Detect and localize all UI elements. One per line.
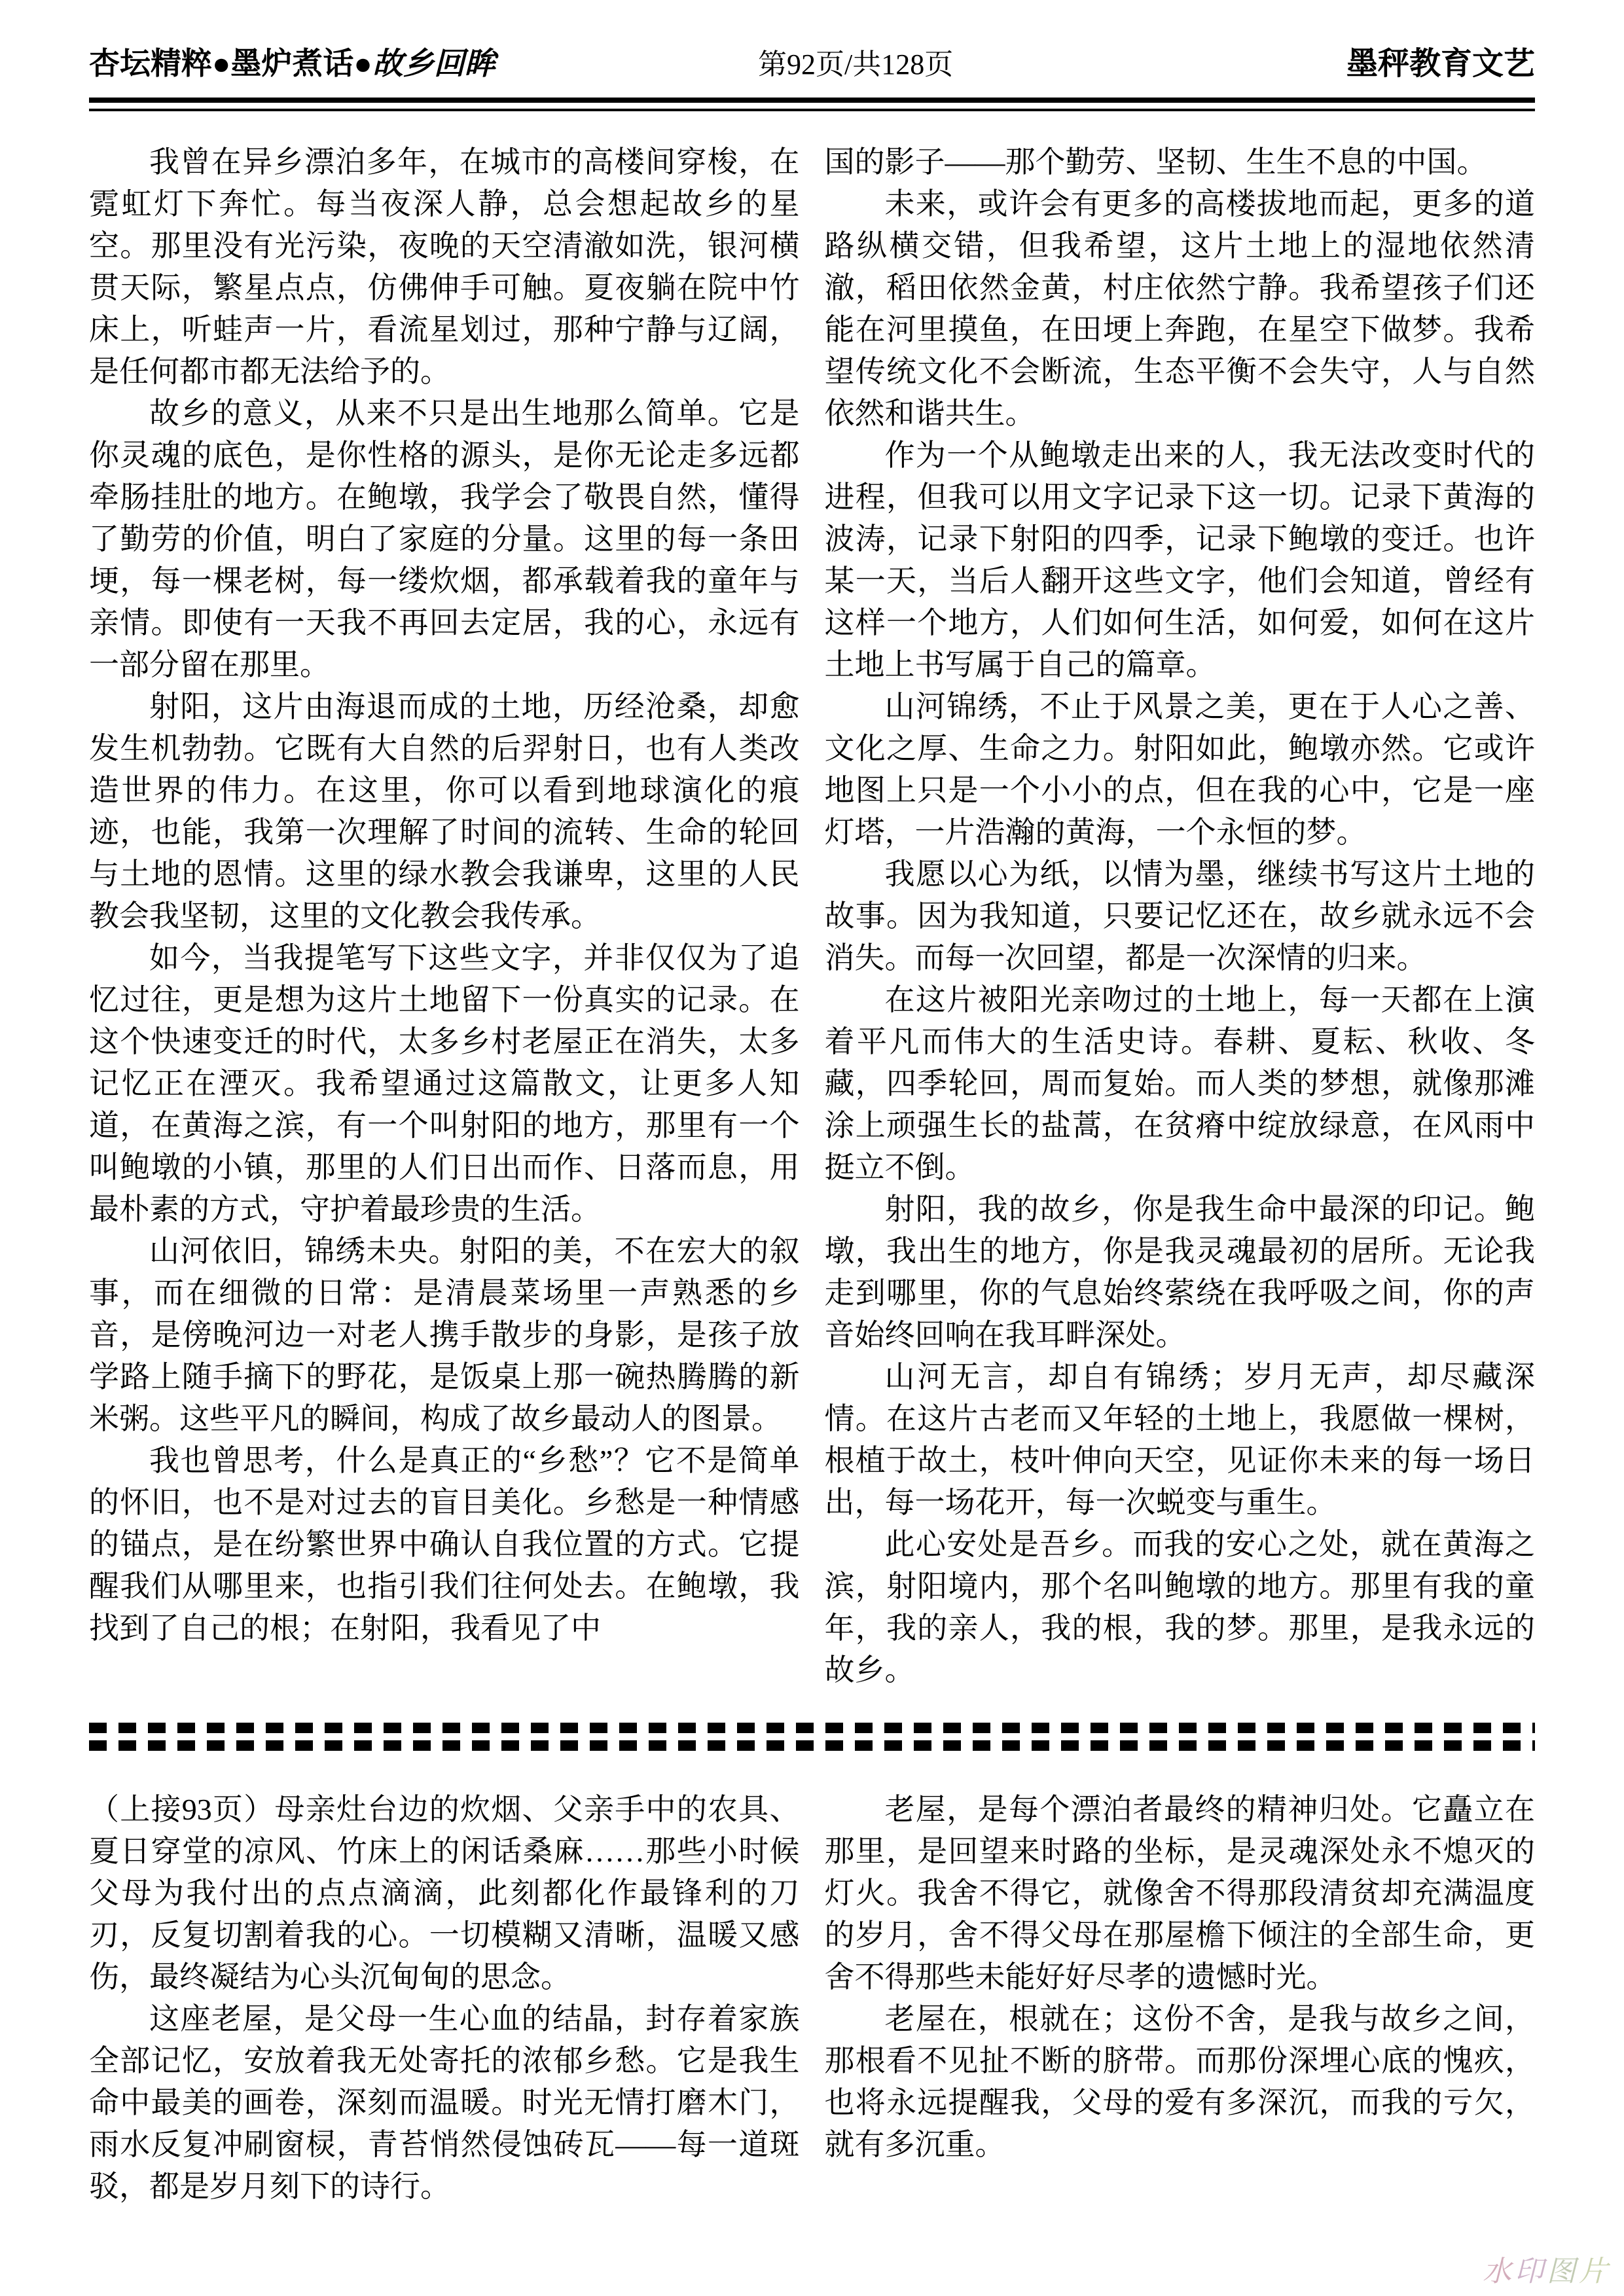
header-column-title [89, 39, 758, 83]
article-right-column [825, 141, 1536, 1691]
paragraph: 老屋，是每个漂泊者最终的精神归处。它矗立在那里，是回望来时路的坐标，是灵魂深处永不熄灭的灯火。我舍不得它，就像舍不得那段清贫却充满温度的岁月，舍不得父母在那屋檐下倾注的全部生命，更舍不得那些未能好好尽孝的遗憾时光。 [824, 1793, 1535, 1994]
paragraph: 我也曾思考，什么是真正的“乡愁”？它不是简单的怀旧，也不是对过去的盲目美化。乡愁是一种情感的锚点，是在纷繁世界中确认自我位置的方式。它提醒我们从哪里来，也指引我们往何处去。在鲍墩，我找到了自己的根；在射阳，我看见了中 [89, 1444, 800, 1645]
watermark-char: 印 [1515, 2255, 1547, 2288]
paragraph: 这座老屋，是父母一生心血的结晶，封存着家族全部记忆，安放着我无处寄托的浓郁乡愁。它是我生命中最美的画卷，深刻而温暖。时光无情打磨木门，雨水反复冲刷窗棂，青苔悄然侵蚀砖瓦——每一道斑驳，都是岁月刻下的诗行。 [89, 2002, 800, 2203]
watermark-char: 图 [1547, 2255, 1579, 2288]
page-number: 第92页/共128页 [758, 48, 954, 81]
page-content [89, 38, 1535, 2208]
paragraph: 老屋在，根就在；这份不舍，是我与故乡之间，那根看不见扯不断的脐带。而那份深埋心底的愧疚，也将永远提醒我，父母的爱有多深沉，而我的亏欠，就有多沉重。 [824, 2002, 1535, 2161]
article-body [89, 141, 1535, 1691]
paragraph: 未来，或许会有更多的高楼拔地而起，更多的道路纵横交错，但我希望，这片土地上的湿地依然清澈，稻田依然金黄，村庄依然宁静。我希望孩子们还能在河里摸鱼，在田埂上奔跑，在星空下做梦。我希望传统文化不会断流，生态平衡不会失守，人与自然依然和谐共生。 [824, 187, 1535, 430]
paragraph: 我曾在异乡漂泊多年，在城市的高楼间穿梭，在霓虹灯下奔忙。每当夜深人静，总会想起故乡的星空。那里没有光污染，夜晚的天空清澈如洗，银河横贯天际，繁星点点，仿佛伸手可触。夏夜躺在院中竹床上，听蛙声一片，看流星划过，那种宁静与辽阔，是任何都市都无法给予的。 [89, 145, 800, 388]
header-rule-thin [89, 109, 1535, 111]
paragraph: 射阳，我的故乡，你是我生命中最深的印记。鲍墩，我出生的地方，你是我灵魂最初的居所。无论我走到哪里，你的气息始终萦绕在我呼吸之间，你的声音始终回响在我耳畔深处。 [824, 1193, 1535, 1352]
paragraph: 在这片被阳光亲吻过的土地上，每一天都在上演着平凡而伟大的生活史诗。春耕、夏耘、秋收、冬藏，四季轮回，周而复始。而人类的梦想，就像那滩涂上顽强生长的盐蒿，在贫瘠中绽放绿意，在风雨中挺立不倒。 [824, 983, 1535, 1184]
watermark-char: 水 [1483, 2255, 1515, 2288]
paragraph-continued-from-p93: （上接93页）母亲灶台边的炊烟、父亲手中的农具、夏日穿堂的凉风、竹床上的闲话桑麻……那些小时候父母为我付出的点点滴滴，此刻都化作最锋利的刀刃，反复切割着我的心。一切模糊又清晰，温暖又感伤，最终凝结为心头沉甸甸的思念。 [89, 1793, 800, 1994]
paragraph: 作为一个从鲍墩走出来的人，我无法改变时代的进程，但我可以用文字记录下这一切。记录下黄海的波涛，记录下射阳的四季，记录下鲍墩的变迁。也许某一天，当后人翻开这些文字，他们会知道，曾经有这样一个地方，人们如何生活，如何爱，如何在这片土地上书写属于自己的篇章。 [824, 439, 1535, 681]
page-header [89, 38, 1535, 83]
header-article-title: 故乡回眸 [372, 46, 496, 82]
continuation-left-column [89, 1789, 800, 2208]
separator-dashed-line [89, 1723, 1535, 1733]
article-left-column [89, 141, 800, 1691]
header-series-title: 杏坛精粹●墨炉煮话● [89, 46, 372, 81]
header-rule-thick [89, 98, 1535, 103]
paragraph: 射阳，这片由海退而成的土地，历经沧桑，却愈发生机勃勃。它既有大自然的后羿射日，也有人类改造世界的伟力。在这里，你可以看到地球演化的痕迹，也能，我第一次理解了时间的流转、生命的轮回与土地的恩情。这里的绿水教会我谦卑，这里的人民教会我坚韧，这里的文化教会我传承。 [89, 690, 800, 933]
paragraph: 此心安处是吾乡。而我的安心之处，就在黄海之滨，射阳境内，那个名叫鲍墩的地方。那里有我的童年，我的亲人，我的根，我的梦。那里，是我永远的故乡。 [824, 1528, 1535, 1687]
paragraph: 我愿以心为纸，以情为墨，继续书写这片土地的故事。因为我知道，只要记忆还在，故乡就永远不会消失。而每一次回望，都是一次深情的归来。 [824, 857, 1535, 975]
publication-name: 墨秤教育文艺 [1346, 46, 1535, 81]
paragraph-continuation: 国的影子——那个勤劳、坚韧、生生不息的中国。 [824, 145, 1487, 179]
paragraph: 山河锦绣，不止于风景之美，更在于人心之善、文化之厚、生命之力。射阳如此，鲍墩亦然。它或许地图上只是一个小小的点，但在我的心中，它是一座灯塔，一片浩瀚的黄海，一个永恒的梦。 [824, 690, 1535, 849]
watermark-char: 片 [1579, 2255, 1611, 2288]
continuation-right-column [825, 1789, 1536, 2208]
paragraph: 山河依旧，锦绣未央。射阳的美，不在宏大的叙事，而在细微的日常：是清晨菜场里一声熟悉的乡音，是傍晚河边一对老人携手散步的身影，是孩子放学路上随手摘下的野花，是饭桌上那一碗热腾腾的新米粥。这些平凡的瞬间，构成了故乡最动人的图景。 [89, 1234, 800, 1435]
paragraph: 山河无言，却自有锦绣；岁月无声，却尽藏深情。在这片古老而又年轻的土地上，我愿做一棵树，根植于故土，枝叶伸向天空，见证你未来的每一场日出，每一场花开，每一次蜕变与重生。 [824, 1360, 1535, 1519]
watermark [1483, 2248, 1611, 2289]
paragraph: 如今，当我提笔写下这些文字，并非仅仅为了追忆过往，更是想为这片土地留下一份真实的记录。在这个快速变迁的时代，太多乡村老屋正在消失，太多记忆正在湮灭。我希望通过这篇散文，让更多人知道，在黄海之滨，有一个叫射阳的地方，那里有一个叫鲍墩的小镇，那里的人们日出而作、日落而息，用最朴素的方式，守护着最珍贵的生活。 [89, 941, 800, 1226]
section-separator [89, 1723, 1535, 1751]
paragraph: 故乡的意义，从来不只是出生地那么简单。它是你灵魂的底色，是你性格的源头，是你无论走多远都牵肠挂肚的地方。在鲍墩，我学会了敬畏自然，懂得了勤劳的价值，明白了家庭的分量。这里的每一条田埂，每一棵老树，每一缕炊烟，都承载着我的童年与亲情。即使有一天我不再回去定居，我的心，永远有一部分留在那里。 [89, 397, 800, 681]
continuation-section [89, 1789, 1535, 2208]
separator-dashed-line [89, 1740, 1535, 1751]
